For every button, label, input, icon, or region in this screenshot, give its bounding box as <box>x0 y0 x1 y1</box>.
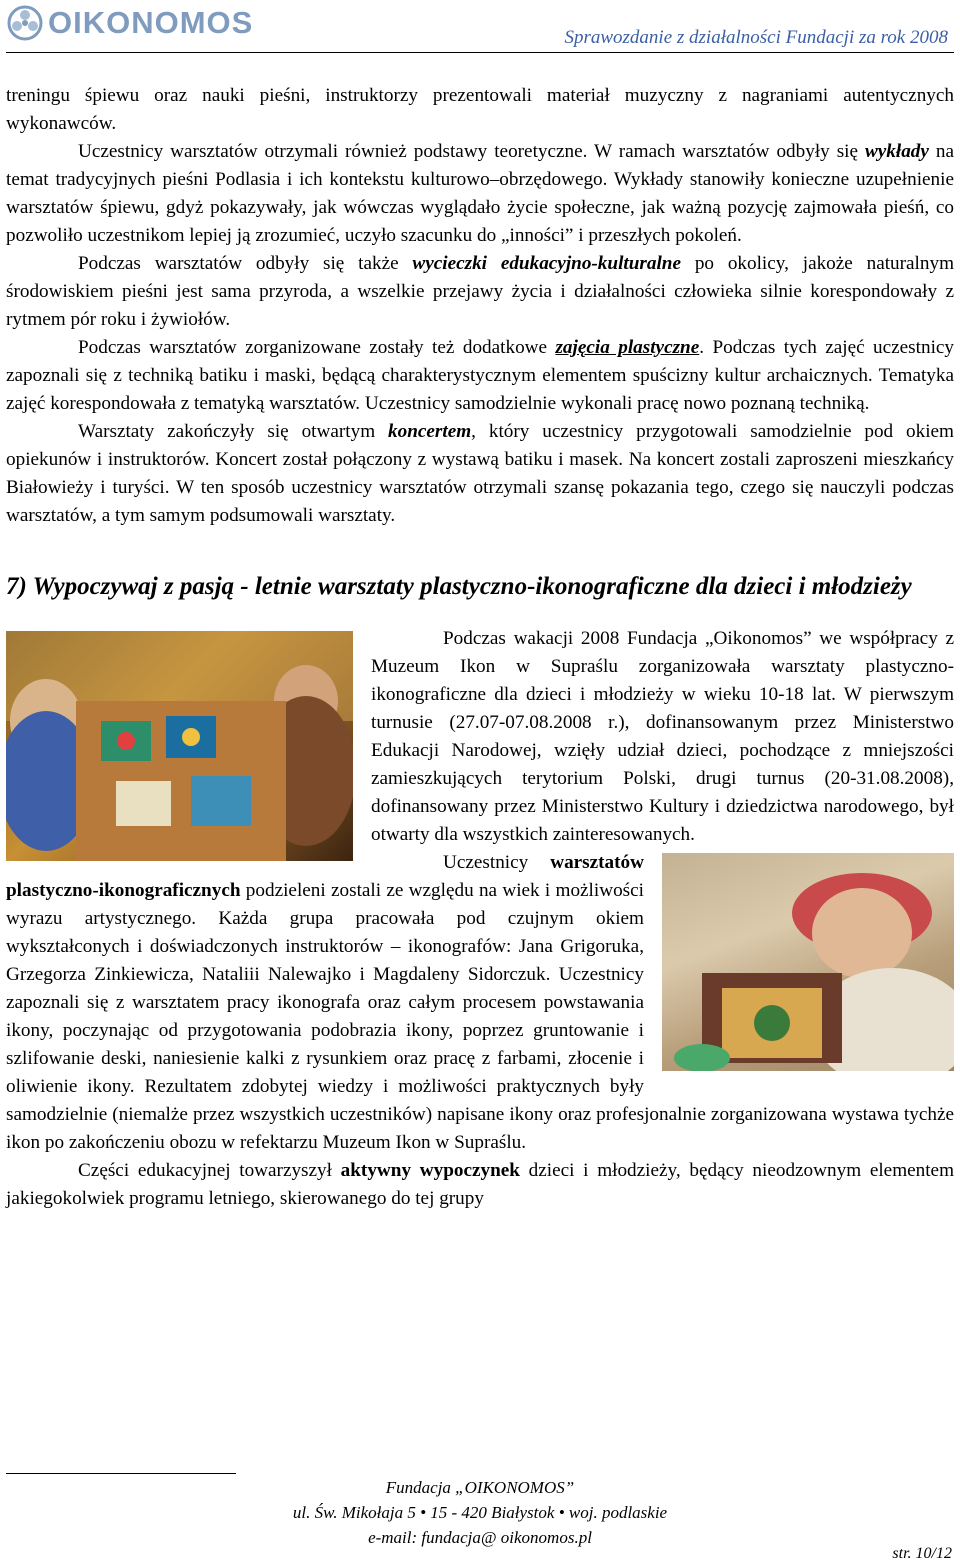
paragraph-4 <box>6 334 954 418</box>
section-heading: 7) Wypoczywaj z pasją - letnie warsztaty plastyczno-ikonograficzne dla dzieci i młodzieży <box>6 573 912 600</box>
page-number: str. 10/12 <box>892 1545 952 1562</box>
document-body <box>6 82 954 1213</box>
emphasis-wypoczynek: aktywny wypoczynek <box>340 1160 520 1181</box>
emphasis-warsztatow: warsztatów plastyczno-ikonograficznych <box>6 852 644 901</box>
section-paragraph-3 <box>6 1157 954 1213</box>
text: . Podczas tych zajęć uczestnicy zapoznali się z techniką batiku i maski, będącą charakterystycznym elementem spuścizny kultur archaicznych. Tematyka zajęć korespondowała z tematyką warsztatów. Uczestnicy samodzielnie wykonali pracę nowo poznaną techniką. <box>6 337 955 414</box>
paragraph-2 <box>6 138 954 250</box>
emphasis-koncert: koncertem <box>388 421 472 442</box>
footer-address: ul. Św. Mikołaja 5 • 15 - 420 Białystok • woj. podlaskie <box>292 1503 668 1522</box>
paragraph-3 <box>6 250 954 334</box>
logo-icon <box>6 4 44 42</box>
document-title: Sprawozdanie z działalności Fundacji za rok 2008 <box>564 27 948 48</box>
footer-email: e-mail: fundacja@ oikonomos.pl <box>368 1528 592 1547</box>
page-footer <box>0 1475 960 1550</box>
paragraph-1: treningu śpiewu oraz nauki pieśni, instruktorzy prezentowali materiał muzyczny z nagraniami autentycznych wykonawców. <box>6 85 954 134</box>
workshop-photo-children <box>6 631 353 861</box>
text: Części edukacyjnej towarzyszył <box>78 1160 341 1181</box>
emphasis-wyklady: wykłady <box>864 141 929 162</box>
text: Uczestnicy <box>443 852 551 873</box>
text: na temat tradycyjnych pieśni Podlasia i ich kontekstu kulturowo–obrzędowego. Wykłady stanowiły konieczne uzupełnienie warsztatów śpiewu, gdyż pokazywały, jak wówczas wyglądało życie społeczne, jak ważną pozycję zajmowała pieśń, co pozwoliło uczestnikom lepiej ją zrozumieć, uczyło szacunku do „inności” i przeszłych pokoleń. <box>6 141 954 246</box>
section-paragraph-1: Podczas wakacji 2008 Fundacja „Oikonomos” we współpracy z Muzeum Ikon w Supraślu zorganizowała warsztaty plastyczno-ikonograficzne dla dzieci i młodzieży w wieku 10-18 lat. W pierwszym turnusie (27.07-07.08.2008 r.), dofinansowanym przez Ministerstwo Edukacji Narodowej, wzięły udział dzieci, pochodzące z mniejszości zamieszkujących terytorium Polski, drugi turnus (20-31.08.2008), dofinansowany przez Ministerstwo Kultury i dziedzictwa narodowego, był otwarty dla wszystkich zainteresowanych. <box>371 628 954 845</box>
text: dzieci i młodzieży, będący nieodzownym elementem jakiegokolwiek programu letniego, skierowanego do tej grupy <box>6 1160 955 1209</box>
paragraph-5 <box>6 418 954 530</box>
text: , który uczestnicy przygotowali samodzielnie pod okiem opiekunów i instruktorów. Koncert został połączony z wystawą batiku i masek. Na koncert zostali zaproszeni mieszkańcy Białowieży i turyści. W ten sposób uczestnicy warsztatów otrzymali szansę pokazania tego, czego się nauczyli podczas warsztatów, a tym samym podsumowali warsztaty. <box>6 421 954 526</box>
footer-divider <box>6 1473 236 1474</box>
header-divider <box>6 52 954 53</box>
text: Podczas warsztatów zorganizowane zostały też dodatkowe <box>78 337 556 358</box>
page-header <box>0 0 960 50</box>
logo <box>6 4 253 42</box>
text: Uczestnicy warsztatów otrzymali również podstawy teoretyczne. W ramach warsztatów odbyły się <box>78 141 865 162</box>
logo-text: OIKONOMOS <box>48 5 254 40</box>
text: podzieleni zostali ze względu na wiek i możliwości wyrazu artystycznego. Każda grupa pracowała pod czujnym okiem wykształconych i doświadczonych instruktorów – ikonografów: Jana Grigoruka, Grzegorza Zinkiewicza, Nataliii Nalewajko i Magdaleny Sidorczuk. Uczestnicy zapoznali się z warsztatem pracy ikonografa oraz całym procesem powstawania ikony, poczynając od przygotowania podobrazia ikony, poprzez gruntowanie i szlifowanie deski, naniesienie kalki z rysunkiem oraz pracę z farbami, złocenie i oliwienie ikony. Rezultatem zdobytej wiedzy i możliwości praktycznych były samodzielnie (niemalże przez wszystkich uczestników) napisane ikony oraz profesjonalnie zorganizowana wystawa tychże ikon po zakończeniu obozu w refektarzu Muzeum Ikon w Supraślu. <box>6 880 954 1153</box>
emphasis-wycieczki: wycieczki edukacyjno-kulturalne <box>412 253 681 274</box>
text: Podczas warsztatów odbyły się także <box>78 253 413 274</box>
photo-illustration <box>662 853 954 1071</box>
text: po okolicy, jakoże naturalnym środowiskiem pieśni jest sama przyroda, a wszelkie przejawy życia i działalności człowieka silnie korespondowały z rytmem pór roku i żywiołów. <box>6 253 955 330</box>
text: Warsztaty zakończyły się otwartym <box>78 421 389 442</box>
footer-organization: Fundacja „OIKONOMOS” <box>385 1478 575 1497</box>
emphasis-zajecia: zajęcia plastyczne <box>555 337 700 358</box>
workshop-photo-girl <box>662 853 954 1071</box>
photo-illustration <box>6 631 353 861</box>
